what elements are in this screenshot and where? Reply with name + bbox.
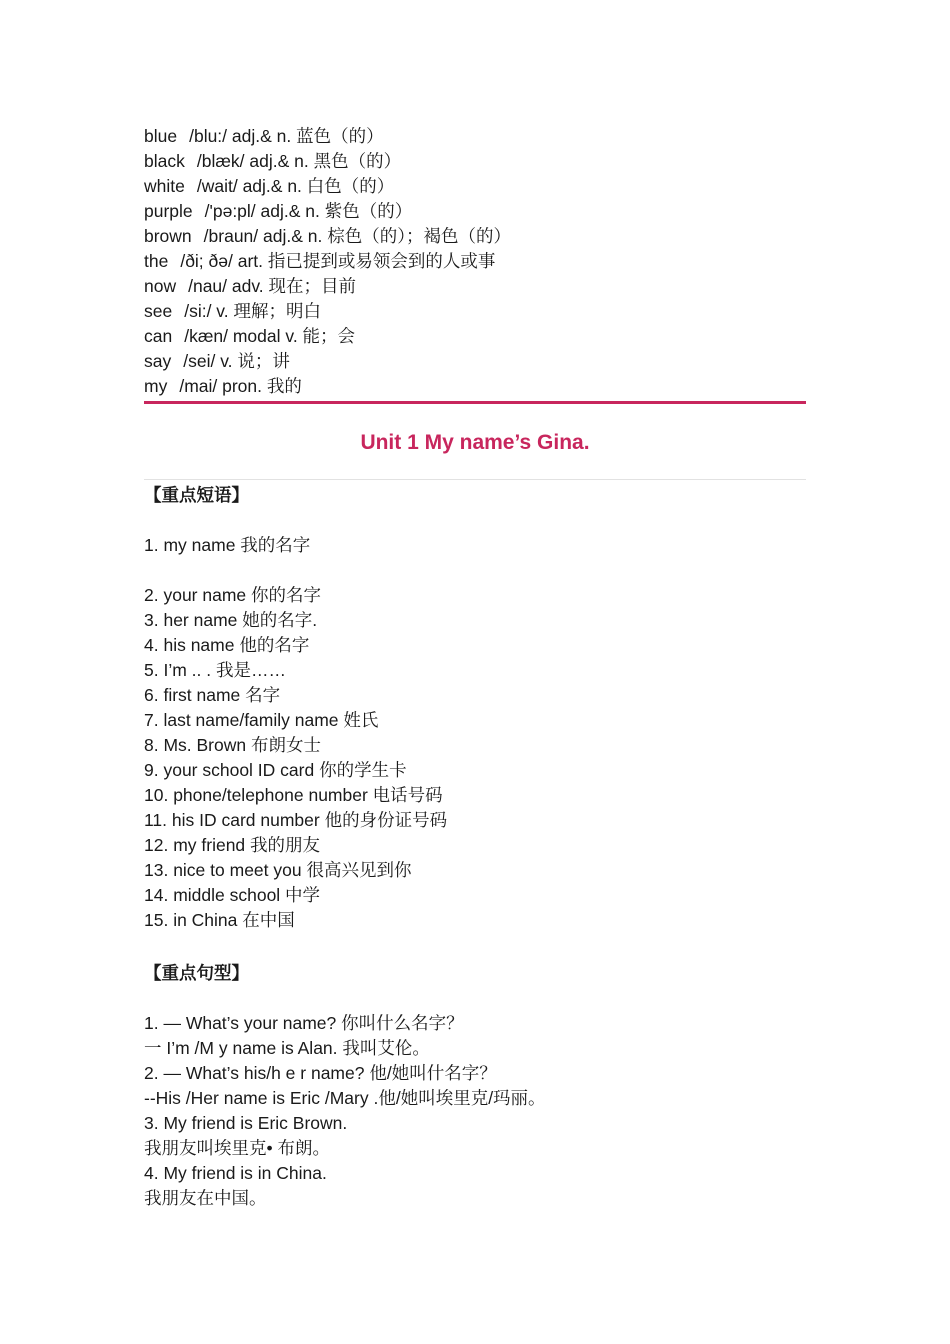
vocab-entry: /si:/ v. 理解；明白 [184,301,321,321]
phrase-item: 5. I’m .. . 我是…… [144,660,286,680]
phrase-item: 10. phone/telephone number 电话号码 [144,785,443,805]
phrases-heading: 【重点短语】 [144,485,249,505]
vocab-item [144,374,806,399]
vocab-word: see [144,301,173,321]
vocab-word: brown [144,226,192,246]
vocab-entry: /blæk/ adj.& n. 黑色（的） [196,151,402,171]
vocab-item [144,199,806,224]
vocab-entry: /'pə:pl/ adj.& n. 紫色（的） [204,201,413,221]
vocab-entry: /nau/ adv. 现在；目前 [188,276,357,296]
sentence-line: 一 I’m /M y name is Alan. 我叫艾伦。 [144,1038,430,1058]
vocab-item [144,299,806,324]
vocab-entry: /blu:/ adj.& n. 蓝色（的） [189,126,384,146]
sentence-line: 我朋友在中国。 [144,1188,267,1208]
phrase-item: 1. my name 我的名字 [144,535,311,555]
phrase-item: 7. last name/family name 姓氏 [144,710,379,730]
sentence-line: --His /Her name is Eric /Mary .他/她叫埃里克/玛丽。 [144,1088,546,1108]
vocab-word: say [144,351,172,371]
vocab-item [144,174,806,199]
phrase-item: 6. first name 名字 [144,685,281,705]
phrase-item: 14. middle school 中学 [144,885,321,905]
vocab-item [144,124,806,149]
sentence-line: 我朋友叫埃里克• 布朗。 [144,1138,330,1158]
vocab-item [144,224,806,249]
vocab-word: purple [144,201,193,221]
phrase-item: 11. his ID card number 他的身份证号码 [144,810,448,830]
spacer [144,986,806,1011]
section-divider [144,479,806,480]
vocab-entry: /sei/ v. 说；讲 [183,351,290,371]
sentence-line: 3. My friend is Eric Brown. [144,1113,348,1133]
spacer [144,558,806,583]
vocab-entry: /wait/ adj.& n. 白色（的） [196,176,395,196]
sentence-line: 4. My friend is in China. [144,1163,327,1183]
spacer [144,933,806,958]
vocab-word: blue [144,126,178,146]
sentence-line: 1. — What’s your name? 你叫什么名字？ [144,1013,464,1033]
spacer [144,508,806,533]
vocab-word: black [144,151,185,171]
phrase-list [144,583,806,933]
accent-divider [144,401,806,404]
phrase-item: 15. in China 在中国 [144,910,295,930]
vocab-entry: /braun/ adj.& n. 棕色（的）；褐色（的） [203,226,511,246]
vocab-item [144,274,806,299]
phrase-item: 4. his name 他的名字 [144,635,310,655]
unit-title: Unit 1 My name’s Gina. [360,431,590,454]
vocab-item [144,349,806,374]
sentence-list [144,1011,806,1211]
vocab-word: my [144,376,168,396]
vocabulary-list [144,124,806,399]
phrase-item: 13. nice to meet you 很高兴见到你 [144,860,412,880]
phrase-item: 8. Ms. Brown 布朗女士 [144,735,321,755]
vocab-word: can [144,326,173,346]
vocab-item [144,249,806,274]
phrase-item: 3. her name 她的名字. [144,610,318,630]
phrase-item: 2. your name 你的名字 [144,585,321,605]
sentences-heading: 【重点句型】 [144,963,249,983]
phrase-item: 9. your school ID card 你的学生卡 [144,760,407,780]
phrase-item: 12. my friend 我的朋友 [144,835,321,855]
vocab-word: the [144,251,169,271]
vocab-entry: /mai/ pron. 我的 [179,376,302,396]
vocab-word: white [144,176,185,196]
document-page [144,124,806,1211]
vocab-word: now [144,276,177,296]
vocab-item [144,149,806,174]
vocab-entry: /ði; ðə/ art. 指已提到或易领会到的人或事 [180,251,496,271]
vocab-item [144,324,806,349]
vocab-entry: /kæn/ modal v. 能；会 [184,326,356,346]
sentence-line: 2. — What’s his/h e r name? 他/她叫什名字？ [144,1063,497,1083]
